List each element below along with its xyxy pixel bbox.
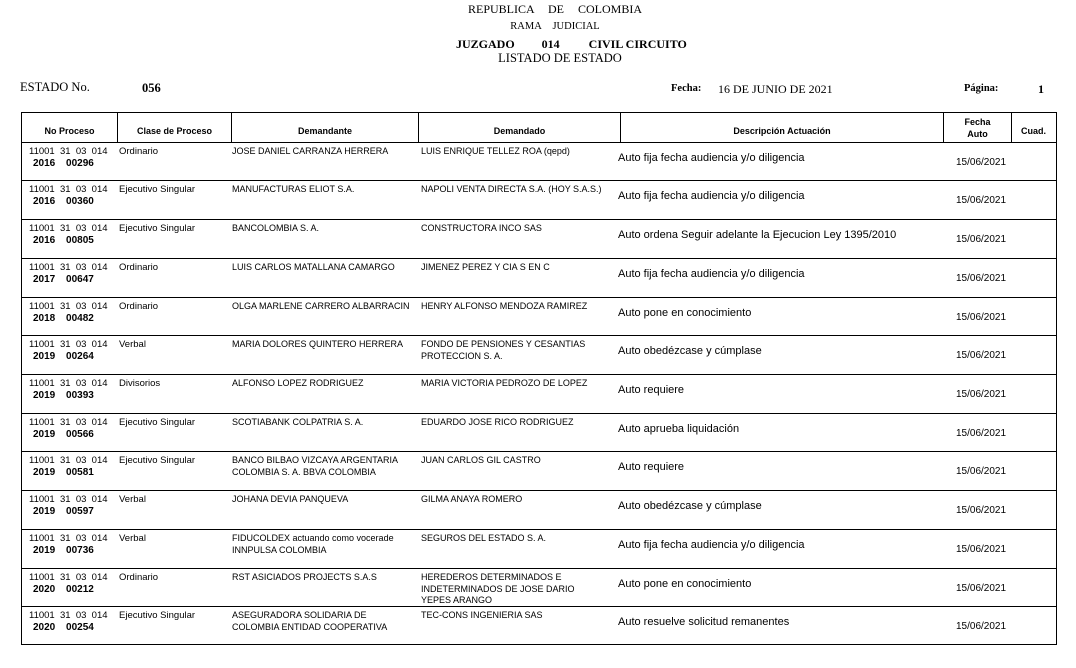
- anio-numero: [33, 545, 94, 557]
- fecha-value: 16 DE JUNIO DE 2021: [718, 82, 833, 96]
- table-row: [22, 607, 1056, 643]
- anio-numero: [33, 584, 94, 596]
- demandado: FONDO DE PENSIONES Y CESANTIAS PROTECCION S. A.: [421, 339, 586, 361]
- demandado: EDUARDO JOSE RICO RODRIGUEZ: [421, 417, 574, 427]
- anio-numero: [33, 622, 94, 634]
- court-type: CIVIL CIRCUITO: [588, 37, 687, 51]
- fecha-auto: 15/06/2021: [956, 505, 1007, 516]
- descripcion-actuacion: Auto pone en conocimiento: [618, 307, 752, 319]
- anio: 2019: [33, 506, 56, 517]
- demandado: LUIS ENRIQUE TELLEZ ROA (qepd): [421, 146, 570, 156]
- anio: 2019: [33, 390, 56, 401]
- clase-proceso: Verbal: [119, 533, 146, 544]
- fecha-auto: 15/06/2021: [956, 234, 1007, 245]
- demandante: JOSE DANIEL CARRANZA HERRERA: [232, 146, 389, 156]
- col-demandado: Demandado: [418, 113, 620, 142]
- fecha-auto: 15/06/2021: [956, 466, 1007, 477]
- clase-proceso: Ordinario: [119, 146, 159, 157]
- anio: 2016: [33, 196, 56, 207]
- table-header: [22, 113, 1056, 143]
- numero: 00254: [66, 622, 94, 633]
- clase-proceso: Ordinario: [119, 572, 159, 583]
- radicado: 11001 31 03 014: [29, 494, 108, 505]
- anio: 2017: [33, 274, 56, 285]
- descripcion-actuacion: Auto fija fecha audiencia y/o diligencia: [618, 268, 805, 280]
- court-label: JUZGADO: [456, 37, 515, 51]
- anio-numero: [33, 429, 94, 441]
- demandado: HENRY ALFONSO MENDOZA RAMIREZ: [421, 301, 588, 311]
- numero: 00296: [66, 158, 94, 169]
- table-row: [22, 298, 1056, 336]
- anio-numero: [33, 235, 94, 247]
- descripcion-actuacion: Auto fija fecha audiencia y/o diligencia: [618, 539, 805, 551]
- radicado: 11001 31 03 014: [29, 455, 108, 466]
- demandado: GILMA ANAYA ROMERO: [421, 494, 523, 504]
- descripcion-actuacion: Auto requiere: [618, 461, 685, 473]
- col-cuad: Cuad.: [1011, 113, 1055, 142]
- branch-title: RAMA JUDICIAL: [510, 21, 600, 32]
- radicado: 11001 31 03 014: [29, 184, 108, 195]
- fecha-auto: 15/06/2021: [956, 583, 1007, 594]
- anio: 2019: [33, 545, 56, 556]
- table-row: [22, 220, 1056, 259]
- col-descripcion: Descripción Actuación: [620, 113, 943, 142]
- demandante: MANUFACTURAS ELIOT S.A.: [232, 184, 355, 194]
- numero: 00647: [66, 274, 94, 285]
- demandante: JOHANA DEVIA PANQUEVA: [232, 494, 349, 504]
- demandante: BANCOLOMBIA S. A.: [232, 223, 320, 233]
- numero: 00360: [66, 196, 94, 207]
- anio: 2018: [33, 313, 56, 324]
- col-fecha-auto-line1: Fecha: [964, 116, 991, 127]
- fecha-auto: 15/06/2021: [956, 428, 1007, 439]
- clase-proceso: Verbal: [119, 494, 146, 505]
- anio-numero: [33, 313, 94, 325]
- descripcion-actuacion: Auto fija fecha audiencia y/o diligencia: [618, 190, 805, 202]
- radicado: 11001 31 03 014: [29, 301, 108, 312]
- numero: 00393: [66, 390, 94, 401]
- clase-proceso: Verbal: [119, 339, 146, 350]
- radicado: 11001 31 03 014: [29, 610, 108, 621]
- numero: 00805: [66, 235, 94, 246]
- col-fecha-auto-line2: Auto: [967, 128, 988, 139]
- descripcion-actuacion: Auto requiere: [618, 384, 685, 396]
- table-row: [22, 491, 1056, 530]
- col-demandante: Demandante: [231, 113, 418, 142]
- pagina-value: 1: [1038, 82, 1044, 96]
- clase-proceso: Divisorios: [119, 378, 161, 389]
- demandante: OLGA MARLENE CARRERO ALBARRACIN: [232, 301, 410, 311]
- numero: 00736: [66, 545, 94, 556]
- descripcion-actuacion: Auto pone en conocimiento: [618, 578, 752, 590]
- demandante: FIDUCOLDEX actuando como vocerade INNPULSA COLOMBIA: [232, 533, 394, 555]
- fecha-auto: 15/06/2021: [956, 621, 1007, 632]
- col-no-proceso: No Proceso: [44, 125, 95, 136]
- numero: 00581: [66, 467, 94, 478]
- demandante: SCOTIABANK COLPATRIA S. A.: [232, 417, 364, 427]
- numero: 00264: [66, 351, 94, 362]
- demandante: ASEGURADORA SOLIDARIA DE COLOMBIA ENTIDAD COOPERATIVA: [232, 610, 388, 632]
- anio: 2019: [33, 467, 56, 478]
- demandante: LUIS CARLOS MATALLANA CAMARGO: [232, 262, 395, 272]
- country-title: REPUBLICA DE COLOMBIA: [467, 2, 642, 16]
- table-row: [22, 452, 1056, 491]
- col-clase: Clase de Proceso: [117, 113, 231, 142]
- descripcion-actuacion: Auto resuelve solicitud remanentes: [618, 616, 790, 628]
- clase-proceso: Ordinario: [119, 262, 159, 273]
- radicado: 11001 31 03 014: [29, 417, 108, 428]
- table-row: [22, 259, 1056, 298]
- court-line: [456, 37, 687, 52]
- numero: 00212: [66, 584, 94, 595]
- clase-proceso: Ordinario: [119, 301, 159, 312]
- table-row: [22, 143, 1056, 181]
- court-number: 014: [541, 37, 560, 51]
- estado-label: ESTADO No.: [20, 80, 90, 94]
- estado-number: 056: [142, 81, 161, 95]
- demandante: BANCO BILBAO VIZCAYA ARGENTARIA COLOMBIA S. A. BBVA COLOMBIA: [232, 455, 398, 477]
- table-row: [22, 375, 1056, 414]
- radicado: 11001 31 03 014: [29, 378, 108, 389]
- anio-numero: [33, 158, 94, 170]
- table-row: [22, 336, 1056, 375]
- anio: 2016: [33, 235, 56, 246]
- pagina-label: Página:: [964, 83, 999, 94]
- fecha-auto: 15/06/2021: [956, 389, 1007, 400]
- fecha-auto: 15/06/2021: [956, 157, 1007, 168]
- demandado: JUAN CARLOS GIL CASTRO: [421, 455, 541, 465]
- fecha-auto: 15/06/2021: [956, 544, 1007, 555]
- anio-numero: [33, 274, 94, 286]
- demandante: ALFONSO LOPEZ RODRIGUEZ: [232, 378, 364, 388]
- radicado: 11001 31 03 014: [29, 572, 108, 583]
- radicado: 11001 31 03 014: [29, 533, 108, 544]
- table-row: [22, 530, 1056, 569]
- table-row: [22, 414, 1056, 452]
- descripcion-actuacion: Auto aprueba liquidación: [618, 423, 740, 435]
- anio-numero: [33, 351, 94, 363]
- demandado: CONSTRUCTORA INCO SAS: [421, 223, 542, 233]
- demandado: TEC-CONS INGENIERIA SAS: [421, 610, 543, 620]
- clase-proceso: Ejecutivo Singular: [119, 610, 196, 621]
- table-row: [22, 181, 1056, 220]
- demandante: MARIA DOLORES QUINTERO HERRERA: [232, 339, 404, 349]
- numero: 00566: [66, 429, 94, 440]
- table-row: [22, 569, 1056, 607]
- demandado: NAPOLI VENTA DIRECTA S.A. (HOY S.A.S.): [421, 184, 602, 194]
- list-title: LISTADO DE ESTADO: [498, 51, 622, 65]
- anio: 2019: [33, 429, 56, 440]
- descripcion-actuacion: Auto fija fecha audiencia y/o diligencia: [618, 152, 805, 164]
- fecha-auto: 15/06/2021: [956, 273, 1007, 284]
- radicado: 11001 31 03 014: [29, 339, 108, 350]
- anio: 2016: [33, 158, 56, 169]
- anio-numero: [33, 506, 94, 518]
- descripcion-actuacion: Auto obedézcase y cúmplase: [618, 500, 762, 512]
- radicado: 11001 31 03 014: [29, 223, 108, 234]
- radicado: 11001 31 03 014: [29, 146, 108, 157]
- clase-proceso: Ejecutivo Singular: [119, 223, 196, 234]
- numero: 00482: [66, 313, 94, 324]
- clase-proceso: Ejecutivo Singular: [119, 417, 196, 428]
- fecha-auto: 15/06/2021: [956, 195, 1007, 206]
- fecha-auto: 15/06/2021: [956, 312, 1007, 323]
- demandado: JIMENEZ PEREZ Y CIA S EN C: [421, 262, 550, 272]
- anio: 2020: [33, 622, 56, 633]
- estado-table: [21, 112, 1057, 645]
- anio-numero: [33, 467, 94, 479]
- fecha-label: Fecha:: [671, 83, 702, 94]
- numero: 00597: [66, 506, 94, 517]
- anio-numero: [33, 196, 94, 208]
- col-fecha-auto: [943, 113, 1011, 142]
- clase-proceso: Ejecutivo Singular: [119, 184, 196, 195]
- anio: 2020: [33, 584, 56, 595]
- anio-numero: [33, 390, 94, 402]
- descripcion-actuacion: Auto ordena Seguir adelante la Ejecucion Ley 1395/2010: [618, 229, 897, 241]
- demandante: RST ASICIADOS PROJECTS S.A.S: [232, 572, 377, 582]
- anio: 2019: [33, 351, 56, 362]
- demandado: HEREDEROS DETERMINADOS E INDETERMINADOS DE JOSE DARIO YEPES ARANGO: [421, 572, 575, 605]
- fecha-auto: 15/06/2021: [956, 350, 1007, 361]
- demandado: SEGUROS DEL ESTADO S. A.: [421, 533, 547, 543]
- radicado: 11001 31 03 014: [29, 262, 108, 273]
- demandado: MARIA VICTORIA PEDROZO DE LOPEZ: [421, 378, 588, 388]
- clase-proceso: Ejecutivo Singular: [119, 455, 196, 466]
- descripcion-actuacion: Auto obedézcase y cúmplase: [618, 345, 762, 357]
